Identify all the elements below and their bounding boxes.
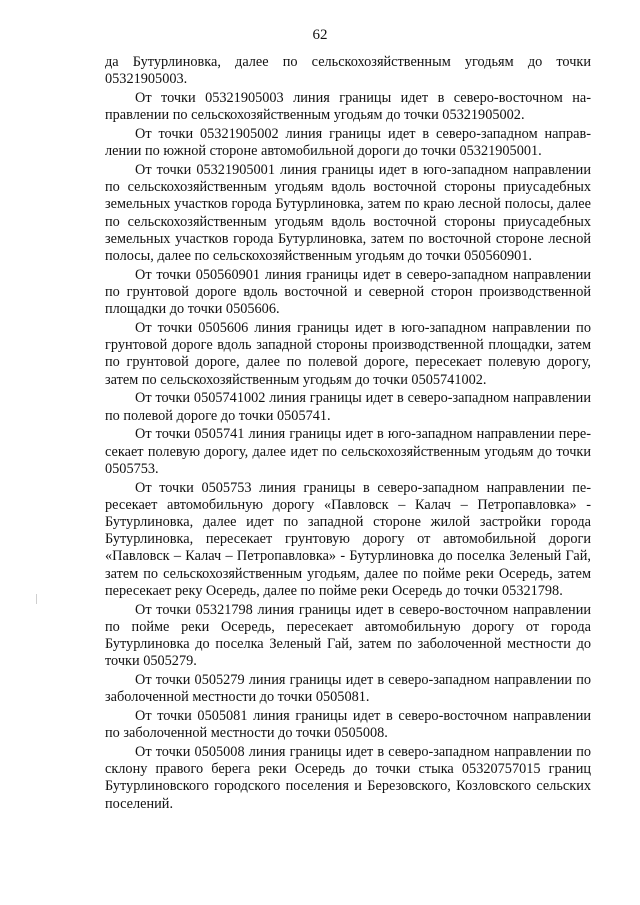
page-number: 62 — [312, 27, 328, 43]
paragraph: От точки 0505279 линия границы идет в северо-западном направлении по заболоченной местности до точки 0505081. — [105, 672, 591, 706]
paragraph: От точки 0505606 линия границы идет в юго-западном направлении по грунтовой дороге вдоль западной стороны производственной площадки, затем по грунтовой дороге, далее по полевой дороге, пересекает полевую дорогу, затем по сельскохозяйственным угодьям до точки 0505741002. — [105, 320, 591, 388]
paragraph: От точки 0505081 линия границы идет в северо-восточном направлении по заболоченной местности до точки 0505008. — [105, 708, 591, 742]
paragraph-continuation: да Бутурлиновка, далее по сельскохозяйственным угодьям до точки 05321905003. — [105, 54, 591, 88]
paragraph: От точки 0505753 линия границы в северо-западном направлении пересекает автомобильную дорогу «Павловск – Калач – Петропавловка» - Бутурлиновка, далее идет по западной стороне жилой застройки города Бутурлиновка, пересекает грунтовую дорогу от автомобильной дороги «Павловск – Калач – Петропавловка» - Бутурлиновка до поселка Зеленый Гай, затем по сельскохозяйственным угодьям, далее по пойме реки Осередь, затем пересекает реку Осередь, далее по пойме реки Осередь до точки 05321798. — [105, 479, 591, 599]
paragraph: От точки 05321798 линия границы идет в северо-восточном направлении по пойме реки Осередь, пересекает автомобильную дорогу от города Бутурлиновка до поселка Зеленый Гай, затем по заболоченной местности до точки 0505279. — [105, 601, 591, 670]
paragraph: От точки 05321905001 линия границы идет в юго-западном направлении по сельскохозяйственным угодьям вдоль восточной стороны приусадебных земельных участков города Бутурлиновка, затем по краю лесной полосы, далее по сельскохозяйственным угодьям вдоль восточной стороны приусадебных земельных участков города Бутурлиновка, затем по восточной стороне лесной полосы, далее по сельскохозяйственным угодьям до точки 050560901. — [105, 162, 591, 265]
paragraph: От точки 05321905002 линия границы идет в северо-западном направлении по южной стороне автомобильной дороги до точки 05321905001. — [105, 126, 591, 160]
document-body — [105, 54, 591, 814]
paragraph: От точки 0505008 линия границы идет в северо-западном направлении по склону правого берега реки Осередь до точки стыка 05320757015 границ Бутурлиновского городского поселения и Березовского, Козловского сельских поселений. — [105, 744, 591, 812]
paragraph: От точки 05321905003 линия границы идет в северо-восточном направлении по сельскохозяйственным угодьям до точки 05321905002. — [105, 90, 591, 124]
paragraph: От точки 050560901 линия границы идет в северо-западном направлении по грунтовой дороге вдоль восточной и северной сторон производственной площадки до точки 0505606. — [105, 266, 591, 318]
paragraph: От точки 0505741002 линия границы идет в северо-западном направлении по полевой дороге до точки 0505741. — [105, 390, 591, 424]
paragraph: От точки 0505741 линия границы идет в юго-западном направлении пересекает полевую дорогу, далее идет по сельскохозяйственным угодьям до точки 0505753. — [105, 426, 591, 477]
margin-mark — [36, 594, 37, 604]
